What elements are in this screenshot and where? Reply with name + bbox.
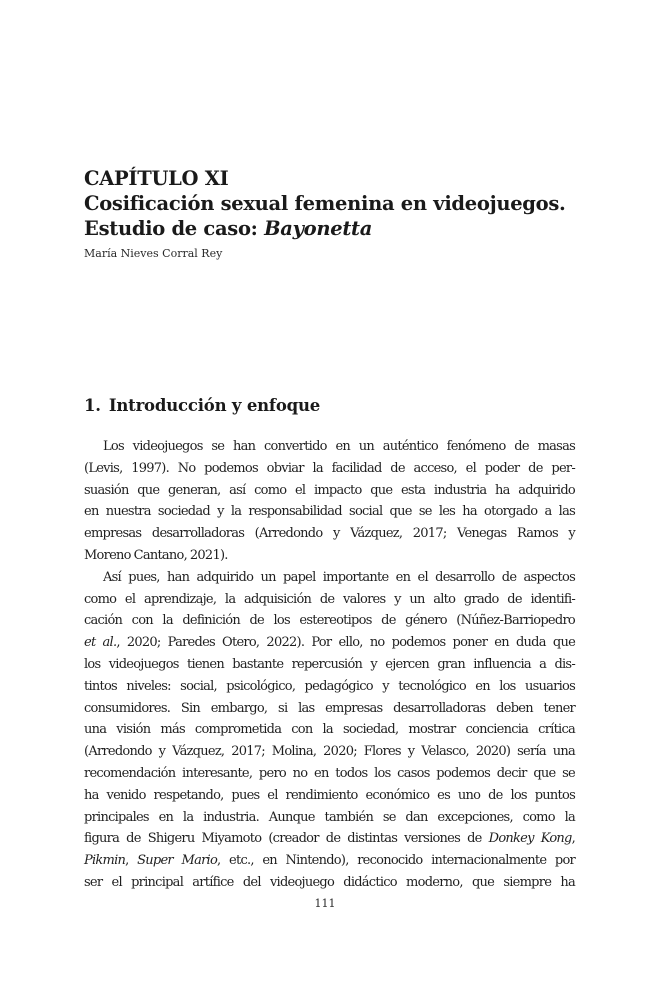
text-line: [84, 741, 575, 763]
section-heading: [84, 395, 320, 417]
text-run: principales en la industria. Aunque también se dan excepciones, como la: [84, 809, 575, 825]
page-number: 111: [314, 897, 336, 910]
text-line: [84, 610, 575, 632]
text-line: [84, 719, 575, 741]
text-run: tintos niveles: social, psicológico, pedagógico y tecnológico en los usuarios: [84, 678, 575, 694]
text-line: [84, 589, 575, 611]
text-line: [84, 523, 575, 545]
text-run: ,: [571, 831, 575, 847]
text-run: los videojuegos tienen bastante repercusión y ejercen gran influencia a dis-: [84, 656, 575, 672]
chapter-title-italic: Bayonetta: [264, 217, 373, 240]
text-line: [84, 545, 575, 567]
text-line: [84, 763, 575, 785]
text-run: empresas desarrolladoras (Arredondo y Vázquez, 2017; Venegas Ramos y: [84, 526, 575, 542]
text-run: como el aprendizaje, la adquisición de valores y un alto grado de identifi-: [84, 591, 575, 607]
text-run: , etc., en Nintendo), reconocido internacionalmente por: [217, 853, 575, 869]
section-number: 1.: [84, 396, 101, 415]
author-name: María Nieves Corral Rey: [84, 247, 223, 260]
text-line: [84, 654, 575, 676]
italic-text: Pikmin: [84, 853, 126, 869]
italic-text: et al.: [84, 635, 117, 651]
text-run: figura de Shigeru Miyamoto (creador de distintas versiones de: [84, 831, 489, 847]
text-line: [84, 632, 575, 654]
text-run: Los videojuegos se han convertido en un auténtico fenómeno de masas: [103, 439, 575, 454]
text-line: [84, 698, 575, 720]
body-text: [84, 436, 575, 894]
text-line: [84, 676, 575, 698]
section-title: Introducción y enfoque: [108, 396, 321, 415]
text-run: recomendación interesante, pero no en todos los casos podemos decir que se: [84, 765, 575, 781]
text-run: suasión que generan, así como el impacto que esta industria ha adquirido: [84, 482, 575, 498]
text-line: [84, 850, 575, 872]
text-run: cación con la definición de los estereotipos de género (Núñez-Barriopedro: [84, 613, 575, 629]
chapter-heading: [84, 166, 584, 241]
italic-text: Super Mario: [137, 853, 218, 869]
text-line: [84, 436, 575, 458]
chapter-label: CAPÍTULO XI: [84, 167, 229, 190]
text-line: [84, 785, 575, 807]
chapter-title-line-2: [84, 216, 584, 241]
text-run: consumidores. Sin embargo, si las empresas desarrolladoras deben tener: [84, 700, 575, 716]
text-line: [84, 480, 575, 502]
italic-text: Donkey Kong: [488, 831, 572, 847]
text-run: Así pues, han adquirido un papel importante en el desarrollo de aspectos: [103, 569, 575, 585]
text-line: [84, 501, 575, 523]
text-run: Moreno Cantano, 2021).: [84, 547, 228, 563]
text-run: (Arredondo y Vázquez, 2017; Molina, 2020; Flores y Velasco, 2020) sería una: [84, 744, 575, 760]
text-run: en nuestra sociedad y la responsabilidad social que se les ha otorgado a las: [84, 504, 575, 520]
text-line: [84, 807, 575, 829]
text-run: , 2020; Paredes Otero, 2022). Por ello, no podemos poner en duda que: [116, 635, 576, 651]
text-line: [84, 828, 575, 850]
text-line: [84, 872, 575, 894]
chapter-title-line-1: Cosificación sexual femenina en videojuegos.: [84, 192, 566, 215]
text-line: [84, 567, 575, 589]
text-line: [84, 458, 575, 480]
text-run: ha venido respetando, pues el rendimiento económico es uno de los puntos: [84, 787, 575, 803]
text-run: ,: [125, 853, 138, 869]
text-run: ser el principal artífice del videojuego didáctico moderno, que siempre ha: [84, 874, 575, 890]
text-run: una visión más comprometida con la sociedad, mostrar conciencia crítica: [84, 722, 575, 738]
text-run: (Levis, 1997). No podemos obviar la facilidad de acceso, el poder de per-: [84, 460, 575, 476]
chapter-title-prefix: Estudio de caso:: [84, 217, 265, 240]
